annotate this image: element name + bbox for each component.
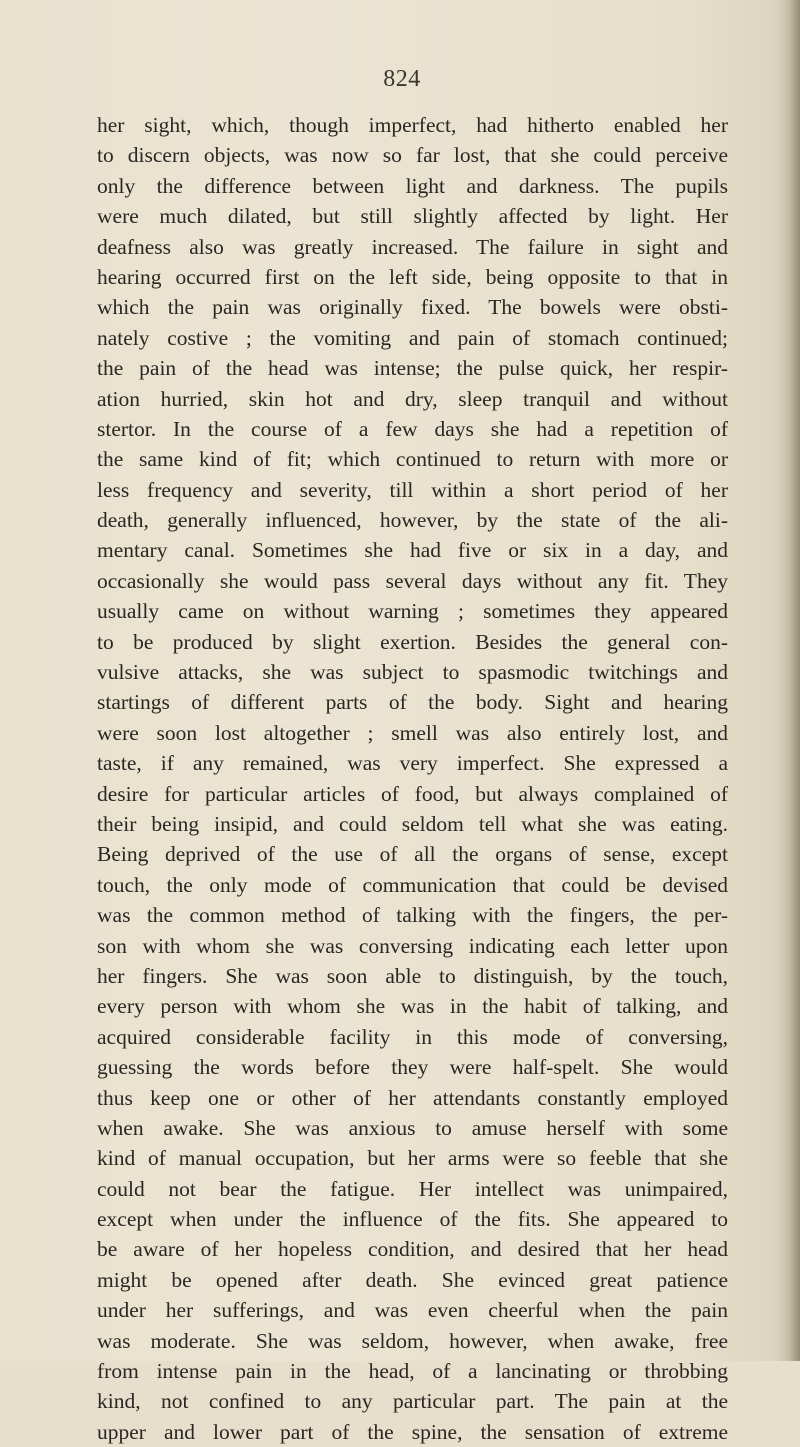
text-line: deafness also was greatly increased. The failure in sight and (97, 234, 728, 259)
text-line: was the common method of talking with the fingers, the per- (97, 903, 728, 928)
text-line: which the pain was originally fixed. The bowels were obsti- (97, 295, 728, 320)
text-line: were soon lost altogether ; smell was also entirely lost, and (97, 720, 728, 745)
text-line: upper and lower part of the spine, the sensation of extreme (97, 1419, 728, 1444)
text-line: be aware of her hopeless condition, and desired that her head (97, 1237, 728, 1262)
page-number: 824 (383, 66, 421, 92)
text-line: could not bear the fatigue. Her intellect was unimpaired, (97, 1176, 728, 1201)
text-line: under her sufferings, and was even cheerful when the pain (97, 1298, 728, 1323)
text-line: vulsive attacks, she was subject to spasmodic twitchings and (97, 660, 728, 685)
text-line: her fingers. She was soon able to distinguish, by the touch, (97, 963, 728, 988)
text-line: except when under the influence of the fits. She appeared to (97, 1207, 728, 1232)
text-line: her sight, which, though imperfect, had hitherto enabled her (97, 113, 728, 137)
text-line: mentary canal. Sometimes she had five or six in a day, and (97, 538, 728, 563)
page-edge-shadow (778, 0, 800, 1361)
text-line: to discern objects, was now so far lost, that she could perceive (97, 143, 728, 168)
text-line: were much dilated, but still slightly affected by light. Her (97, 204, 728, 229)
text-line: Being deprived of the use of all the organs of sense, except (97, 842, 728, 867)
text-line: kind of manual occupation, but her arms were so feeble that she (97, 1146, 728, 1171)
text-line: their being insipid, and could seldom tell what she was eating. (97, 811, 728, 836)
text-line: less frequency and severity, till within a short period of her (97, 477, 728, 502)
text-line: the same kind of fit; which continued to return with more or (97, 447, 728, 472)
text-line: might be opened after death. She evinced great patience (97, 1267, 728, 1292)
text-line: only the difference between light and darkness. The pupils (97, 173, 728, 198)
text-line: death, generally influenced, however, by the state of the ali- (97, 508, 728, 533)
text-line: acquired considerable facility in this mode of conversing, (97, 1024, 728, 1049)
text-line: ation hurried, skin hot and dry, sleep tranquil and without (97, 386, 728, 411)
text-line: desire for particular articles of food, but always complained of (97, 781, 728, 806)
text-line: usually came on without warning ; sometimes they appeared (97, 599, 728, 624)
text-line: touch, the only mode of communication that could be devised (97, 872, 728, 897)
text-line: son with whom she was conversing indicating each letter upon (97, 933, 728, 958)
text-line: to be produced by slight exertion. Besides the general con- (97, 629, 728, 654)
text-line: the pain of the head was intense; the pulse quick, her respir- (97, 356, 728, 381)
text-line: occasionally she would pass several days without any fit. They (97, 568, 728, 593)
text-line: kind, not confined to any particular part. The pain at the (97, 1389, 728, 1414)
text-line: nately costive ; the vomiting and pain of stomach continued; (97, 325, 728, 350)
text-line: taste, if any remained, was very imperfect. She expressed a (97, 751, 728, 776)
text-line: hearing occurred first on the left side, being opposite to that in (97, 264, 728, 289)
text-line: every person with whom she was in the habit of talking, and (97, 994, 728, 1019)
text-line: from intense pain in the head, of a lancinating or throbbing (97, 1359, 728, 1384)
text-line: when awake. She was anxious to amuse herself with some (97, 1115, 728, 1140)
text-line: was moderate. She was seldom, however, when awake, free (97, 1328, 728, 1353)
text-line: thus keep one or other of her attendants constantly employed (97, 1085, 728, 1110)
text-line: startings of different parts of the body. Sight and hearing (97, 690, 728, 715)
body-text (97, 110, 728, 1447)
text-line: guessing the words before they were half-spelt. She would (97, 1055, 728, 1080)
text-line: stertor. In the course of a few days she had a repetition of (97, 416, 728, 441)
